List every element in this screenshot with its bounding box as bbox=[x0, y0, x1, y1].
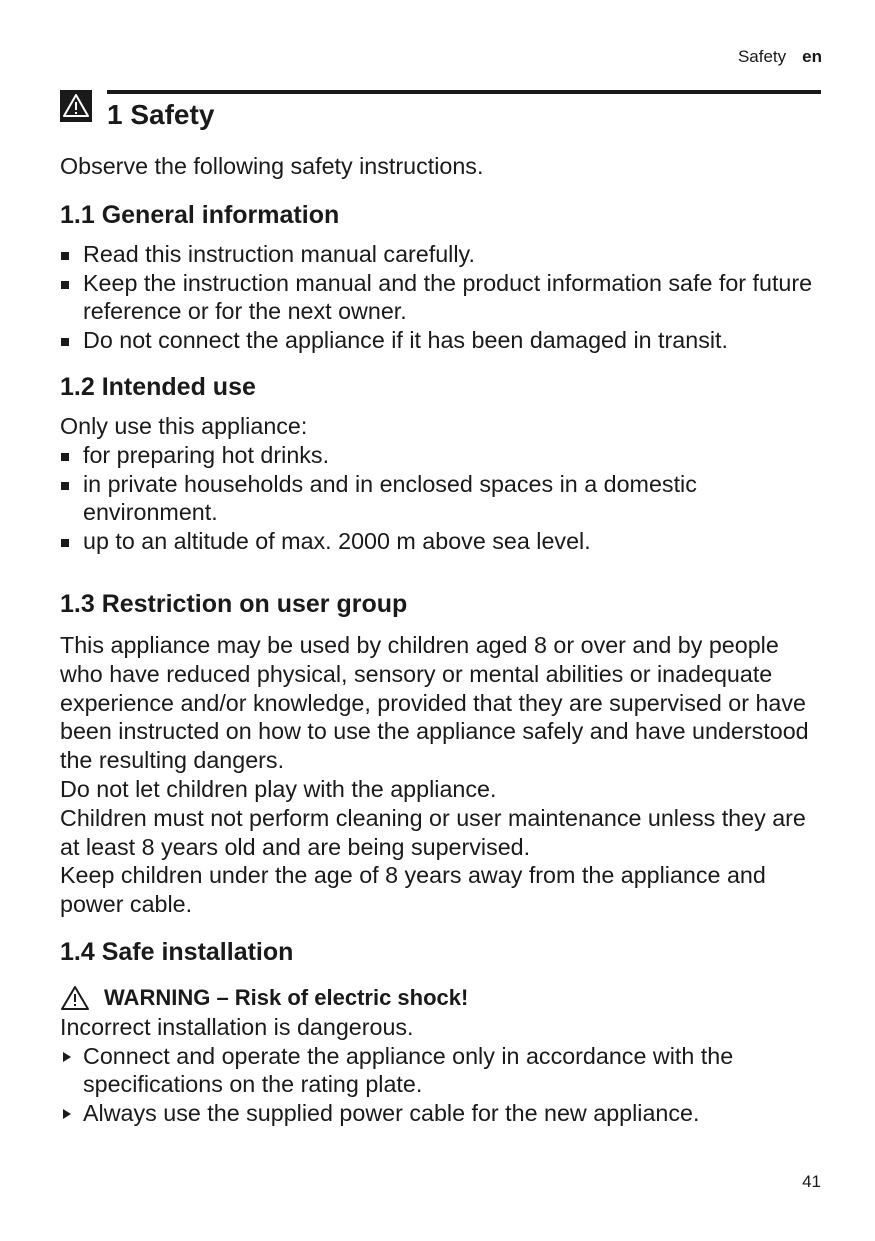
page-number: 41 bbox=[802, 1172, 821, 1191]
restriction-text bbox=[60, 631, 820, 919]
list-item: Do not connect the appliance if it has been damaged in transit. bbox=[60, 326, 820, 355]
running-head bbox=[738, 47, 822, 67]
list-item: Read this instruction manual carefully. bbox=[60, 240, 820, 269]
content bbox=[60, 152, 820, 1128]
list-item: for preparing hot drinks. bbox=[60, 441, 820, 470]
list-item: Always use the supplied power cable for the new appliance. bbox=[60, 1099, 820, 1128]
section-heading-intended-use: 1.2 Intended use bbox=[60, 372, 256, 401]
warning-triangle-icon bbox=[60, 90, 92, 122]
chapter-rule bbox=[107, 90, 821, 94]
list-item: in private households and in enclosed spaces in a domestic environment. bbox=[60, 470, 820, 528]
section-heading-restriction-on-user-group: 1.3 Restriction on user group bbox=[60, 589, 408, 618]
list-item: Connect and operate the appliance only in accordance with the specifications on the rating plate. bbox=[60, 1042, 820, 1100]
section-heading-safe-installation: 1.4 Safe installation bbox=[60, 937, 294, 966]
paragraph: Do not let children play with the appliance. bbox=[60, 775, 497, 802]
intended-use-lead: Only use this appliance: bbox=[60, 412, 308, 439]
section-heading-general-information: 1.1 General information bbox=[60, 200, 340, 229]
warning-text: Incorrect installation is dangerous. bbox=[60, 1013, 414, 1040]
list-item: Keep the instruction manual and the product information safe for future reference or for the next owner. bbox=[60, 269, 820, 327]
paragraph: This appliance may be used by children aged 8 or over and by people who have reduced physical, sensory or mental abilities or inadequate experience and/or knowledge, provided that they are supervised or have been instructed on how to use the appliance safely and have understood the resulting dangers. bbox=[60, 631, 809, 774]
running-head-language: en bbox=[802, 47, 822, 66]
paragraph: Children must not perform cleaning or user maintenance unless they are at least 8 years old and are being supervised. bbox=[60, 804, 806, 860]
warning-title: WARNING – Risk of electric shock! bbox=[104, 984, 469, 1010]
installation-steps bbox=[60, 1042, 820, 1128]
running-head-section: Safety bbox=[737, 47, 787, 66]
intended-use-list bbox=[60, 441, 820, 556]
general-information-list bbox=[60, 240, 820, 355]
warning-icon bbox=[60, 985, 90, 1011]
chapter-title: 1 Safety bbox=[107, 99, 215, 130]
intro-text: Observe the following safety instructions. bbox=[60, 153, 484, 179]
paragraph: Keep children under the age of 8 years away from the appliance and power cable. bbox=[60, 862, 766, 918]
list-item: up to an altitude of max. 2000 m above sea level. bbox=[60, 527, 820, 556]
warning-heading bbox=[60, 984, 820, 1013]
